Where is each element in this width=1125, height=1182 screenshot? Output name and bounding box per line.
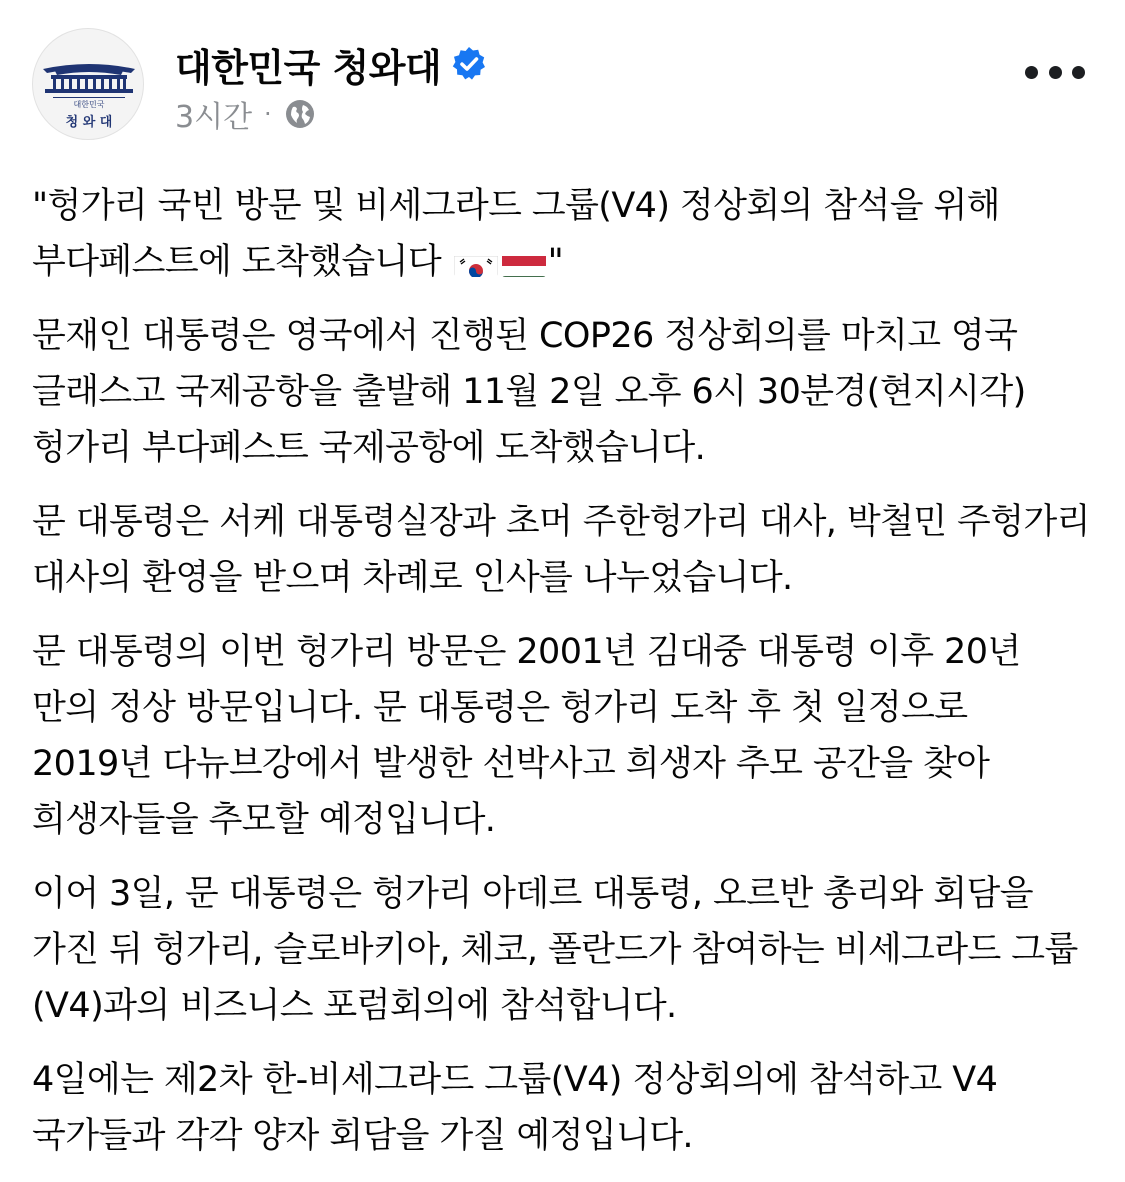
more-options-button[interactable] <box>1025 54 1085 90</box>
logo-text-top: 대한민국 <box>73 100 105 109</box>
more-dot-icon <box>1025 66 1038 79</box>
post-paragraph: 문재인 대통령은 영국에서 진행된 COP26 정상회의를 마치고 영국 글래스고 국제공항을 출발해 11월 2일 오후 6시 30분경(현지시각) 헝가리 부다페스트 국제공항에 도착했습니다. <box>32 316 1026 468</box>
author-name[interactable]: 대한민국 청와대 <box>175 45 442 90</box>
post-meta <box>175 92 316 136</box>
more-dot-icon <box>1049 66 1062 79</box>
author-row <box>175 38 487 90</box>
post-body <box>32 178 1092 1182</box>
post-header <box>0 0 1125 160</box>
logo-text-bottom: 청 와 대 <box>65 115 113 130</box>
more-dot-icon <box>1072 66 1085 79</box>
post-paragraph: 이어 3일, 문 대통령은 헝가리 아데르 대통령, 오르반 총리와 회담을 가진 뒤 헝가리, 슬로바키아, 체코, 폴란드가 참여하는 비세그라드 그룹(V4)과의 비즈니스 포럼회의에 참석합니다. <box>32 874 1078 1026</box>
quote-close: " <box>547 242 564 282</box>
quote-text: "헝가리 국빈 방문 및 비세그라드 그룹(V4) 정상회의 참석을 위해 부다페스트에 도착했습니다 <box>32 186 1000 282</box>
post-quote <box>32 178 1092 290</box>
page-avatar[interactable] <box>32 28 144 140</box>
meta-separator: · <box>264 100 272 128</box>
post-paragraph: 4일에는 제2차 한-비세그라드 그룹(V4) 정상회의에 참석하고 V4 국가들과 각각 양자 회담을 가질 예정입니다. <box>32 1060 998 1156</box>
post-time[interactable]: 3시간 <box>175 100 253 135</box>
south-korea-flag-icon <box>454 247 498 277</box>
globe-icon[interactable] <box>284 98 316 130</box>
hungary-flag-icon <box>502 247 546 277</box>
verified-badge-icon <box>451 46 487 82</box>
post-paragraph: 문 대통령은 서케 대통령실장과 초머 주한헝가리 대사, 박철민 주헝가리 대사의 환영을 받으며 차례로 인사를 나누었습니다. <box>32 502 1090 598</box>
post-paragraph: 문 대통령의 이번 헝가리 방문은 2001년 김대중 대통령 이후 20년 만의 정상 방문입니다. 문 대통령은 헝가리 도착 후 첫 일정으로 2019년 다뉴브강에서 발생한 선박사고 희생자 추모 공간을 찾아 희생자들을 추모할 예정입니다. <box>32 632 1021 840</box>
